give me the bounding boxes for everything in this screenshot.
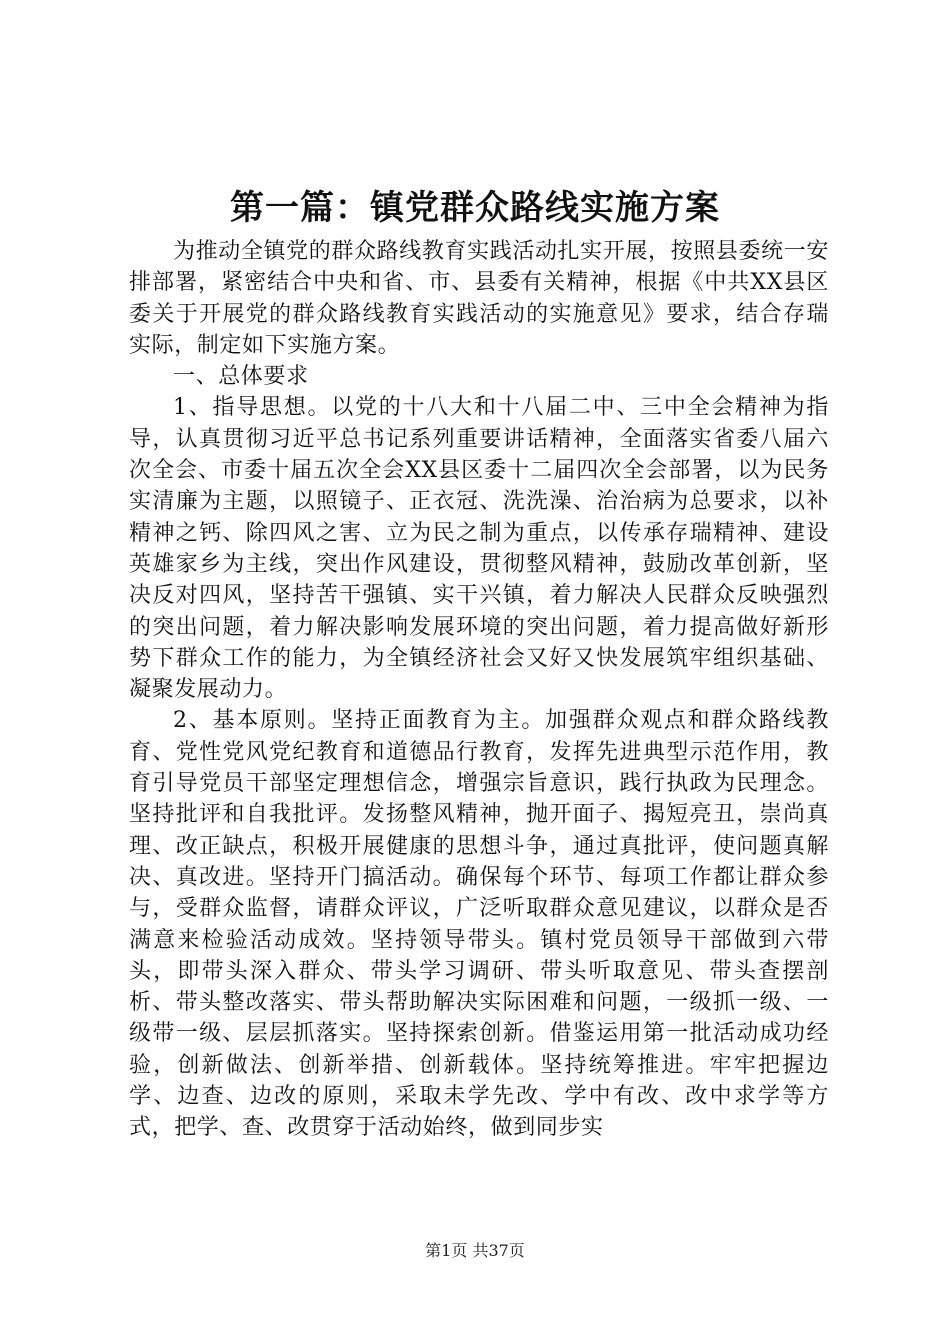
guiding-thought-paragraph: 1、指导思想。以党的十八大和十八届二中、三中全会精神为指导，认真贯彻习近平总书记系列重要讲话精神，全面落实省委八届六次全会、市委十届五次全会XX县区委十二届四次全会部署，以为民务实清廉为主题，以照镜子、正衣冠、洗洗澡、治治病为总要求，以补精神之钙、除四风之害、立为民之制为重点，以传承存瑞精神、建设英雄家乡为主线，突出作风建设，贯彻整风精神，鼓励改革创新，坚决反对四风，坚持苦干强镇、实干兴镇，着力解决人民群众反映强烈的突出问题，着力解决影响发展环境的突出问题，着力提高做好新形势下群众工作的能力，为全镇经济社会又好又快发展筑牢组织基础、凝聚发展动力。 xyxy=(129,395,829,703)
page-footer: 第1页 共37页 xyxy=(425,1241,525,1260)
section-heading-general-requirements: 一、总体要求 xyxy=(173,364,309,390)
document-body xyxy=(129,236,829,1144)
basic-principles-paragraph: 2、基本原则。坚持正面教育为主。加强群众观点和群众路线教育、党性党风党纪教育和道德品行教育，发挥先进典型示范作用，教育引导党员干部坚定理想信念，增强宗旨意识，践行执政为民理念。坚持批评和自我批评。发扬整风精神，抛开面子、揭短亮丑，崇尚真理、改正缺点，积极开展健康的思想斗争，通过真批评，使问题真解决、真改进。坚持开门搞活动。确保每个环节、每项工作都让群众参与，受群众监督，请群众评议，广泛听取群众意见建议，以群众是否满意来检验活动成效。坚持领导带头。镇村党员领导干部做到六带头，即带头深入群众、带头学习调研、带头听取意见、带头查摆剖析、带头整改落实、带头帮助解决实际困难和问题，一级抓一级、一级带一级、层层抓落实。坚持探索创新。借鉴运用第一批活动成功经验，创新做法、创新举措、创新载体。坚持统筹推进。牢牢把握边学、边查、边改的原则，采取未学先改、学中有改、改中求学等方式，把学、查、改贯穿于活动始终，做到同步实 xyxy=(129,708,829,1141)
document-title: 第一篇：镇党群众路线实施方案 xyxy=(230,188,720,228)
intro-paragraph: 为推动全镇党的群众路线教育实践活动扎实开展，按照县委统一安排部署，紧密结合中央和省、市、县委有关精神，根据《中共XX县区委关于开展党的群众路线教育实践活动的实施意见》要求，结合存瑞实际，制定如下实施方案。 xyxy=(129,239,829,358)
